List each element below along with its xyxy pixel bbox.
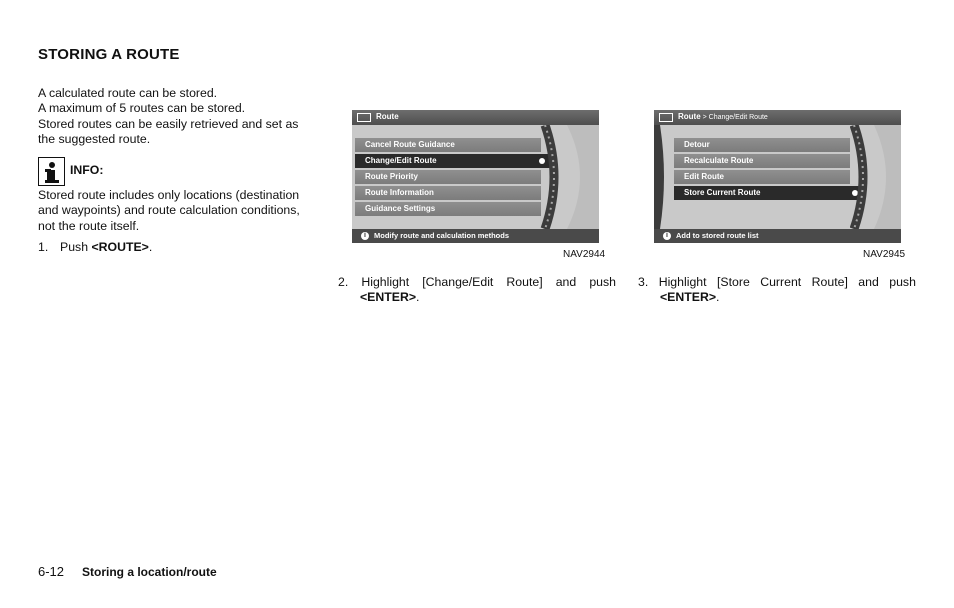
menu-item-change-edit-route[interactable] [355,154,551,168]
step-text: Push [60,240,92,254]
screen-titlebar [654,110,901,125]
screen-titlebar [352,110,599,125]
info-label: INFO: [70,163,104,177]
step-line-2 [338,290,419,304]
menu-item-route-priority[interactable]: Route Priority [355,170,541,184]
step-word: push [889,275,916,289]
scroll-arc-icon [537,125,599,229]
footer-section-title: Storing a location/route [82,565,217,579]
step-word: Route] [506,275,543,289]
scroll-arc-icon [850,125,901,229]
intro-line: Stored routes can be easily retrieved and set as the suggested route. [38,116,299,146]
step-word: [Store [716,275,750,289]
step-suffix: . [416,290,420,305]
step-number: 1. [38,240,49,254]
step-word: push [589,275,616,289]
step-word: Current [760,275,802,289]
menu-item-label: Change/Edit Route [365,156,437,165]
intro-paragraph [38,86,318,147]
status-bar [352,229,599,243]
figure-ref: NAV2945 [863,249,906,260]
info-circle-icon: i [361,232,369,240]
menu-item-edit-route[interactable]: Edit Route [674,170,850,184]
step-suffix: . [148,240,153,254]
status-text: Add to stored route list [676,231,759,240]
info-circle-icon: i [663,232,671,240]
status-text: Modify route and calculation methods [374,231,510,240]
step-word: Route] [811,275,848,289]
menu-item-cancel-route-guidance[interactable]: Cancel Route Guidance [355,138,541,152]
left-arc-icon [654,125,668,229]
nav-screen-route [352,110,599,243]
screen-title-sub: > Change/Edit Route [700,114,768,121]
menu-panel [352,125,599,229]
status-bar [654,229,901,243]
step-word: and [555,275,577,289]
menu-panel [654,125,901,229]
menu-item-detour[interactable]: Detour [674,138,850,152]
step-key: <ENTER> [660,290,717,305]
step-key: <ROUTE> [91,240,149,254]
page-number: 6-12 [38,564,65,579]
intro-line: A calculated route can be stored. [38,86,218,100]
step-line [638,275,916,290]
screen-title-main: Route [678,112,701,121]
step-word: Highlight [658,275,707,289]
screen-title: Route [376,112,399,121]
step-suffix: . [716,290,720,305]
step-3 [638,275,916,306]
menu-item-recalculate-route[interactable]: Recalculate Route [674,154,850,168]
step-word: [Change/Edit [422,275,494,289]
info-text: Stored route includes only locations (destination and waypoints) and route calculation conditions, not the route itself. [38,188,300,233]
step-number: 2. [338,275,349,289]
info-icon [38,157,65,186]
screen-title [678,112,768,121]
nav-screen-change-edit-route [654,110,901,243]
route-icon [357,113,371,122]
step-line-2 [638,290,719,304]
figure-ref: NAV2944 [563,249,606,260]
menu-item-store-current-route[interactable] [674,186,864,200]
menu-item-route-information[interactable]: Route Information [355,186,541,200]
step-number: 3. [638,275,649,289]
route-icon [659,113,673,122]
menu-item-guidance-settings[interactable]: Guidance Settings [355,202,541,216]
menu-item-label: Store Current Route [684,188,761,197]
step-1 [38,240,152,255]
step-word: and [858,275,879,289]
section-title: STORING A ROUTE [38,46,180,63]
step-line [338,275,616,290]
step-word: Highlight [361,275,410,289]
step-2 [338,275,616,306]
intro-line: A maximum of 5 routes can be stored. [38,101,246,116]
step-key: <ENTER> [360,290,417,305]
